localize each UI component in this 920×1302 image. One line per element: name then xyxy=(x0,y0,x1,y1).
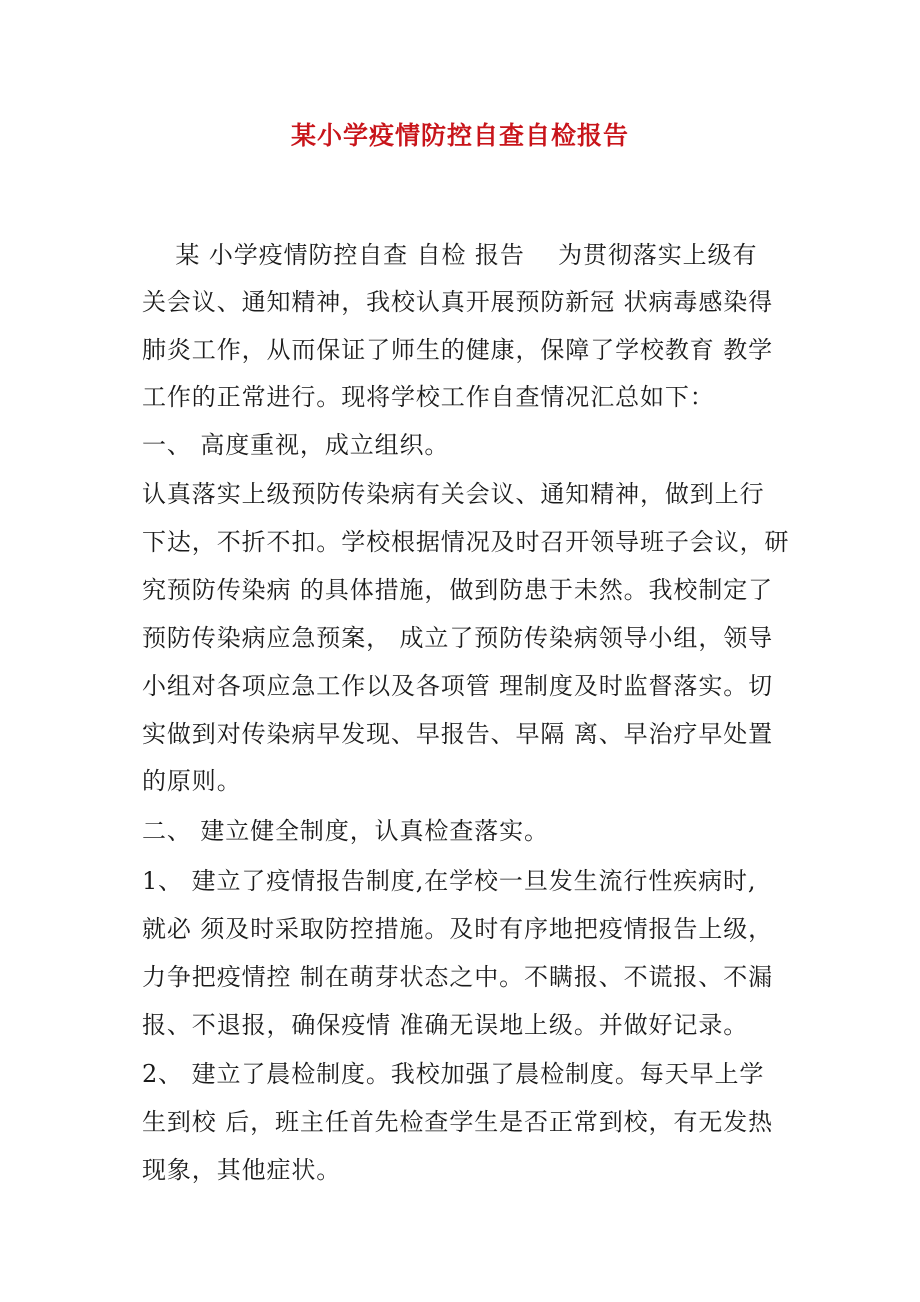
paragraph-line: 就必 须及时采取防控措施。及时有序地把疫情报告上级， xyxy=(142,915,774,943)
paragraph-line: 实做到对传染病早发现、早报告、早隔 离、早治疗早处置 xyxy=(142,720,774,748)
paragraph-line: 现象，其他症状。 xyxy=(142,1156,342,1184)
document-title: 某小学疫情防控自查自检报告 xyxy=(290,121,629,150)
paragraph-line: 肺炎工作，从而保证了师生的健康，保障了学校教育 教学 xyxy=(142,336,774,364)
paragraph-line: 认真落实上级预防传染病有关会议、通知精神，做到上行 xyxy=(142,480,765,508)
paragraph-line: 力争把疫情控 制在萌芽状态之中。不瞒报、不谎报、不漏 xyxy=(142,963,774,991)
paragraph-line: 究预防传染病 的具体措施，做到防患于未然。我校制定了 xyxy=(142,576,774,604)
paragraph-line: 小组对各项应急工作以及各项管 理制度及时监督落实。切 xyxy=(142,672,774,700)
paragraph-line: 的原则。 xyxy=(142,767,242,795)
section-heading: 一、 高度重视，成立组织。 xyxy=(142,431,450,459)
paragraph-line: 某 小学疫情防控自查 自检 报告 为贯彻落实上级有 xyxy=(142,241,758,269)
paragraph-line: 关会议、通知精神，我校认真开展预防新冠 状病毒感染得 xyxy=(142,288,774,316)
paragraph-line: 2、 建立了晨检制度。我校加强了晨检制度。每天早上学 xyxy=(142,1060,765,1088)
paragraph-line: 预防传染病应急预案， 成立了预防传染病领导小组，领导 xyxy=(142,624,774,652)
paragraph-line: 下达，不折不扣。学校根据情况及时召开领导班子会议，研 xyxy=(142,528,790,556)
paragraph-line: 生到校 后，班主任首先检查学生是否正常到校，有无发热 xyxy=(142,1108,774,1136)
section-heading: 二、 建立健全制度，认真检查落实。 xyxy=(142,817,549,845)
paragraph-line: 报、不退报，确保疫情 准确无误地上级。并做好记录。 xyxy=(142,1011,749,1039)
paragraph-line: 1、 建立了疫情报告制度,在学校一旦发生流行性疾病时, xyxy=(142,867,757,895)
paragraph-line: 工作的正常进行。现将学校工作自查情况汇总如下： xyxy=(142,383,715,411)
